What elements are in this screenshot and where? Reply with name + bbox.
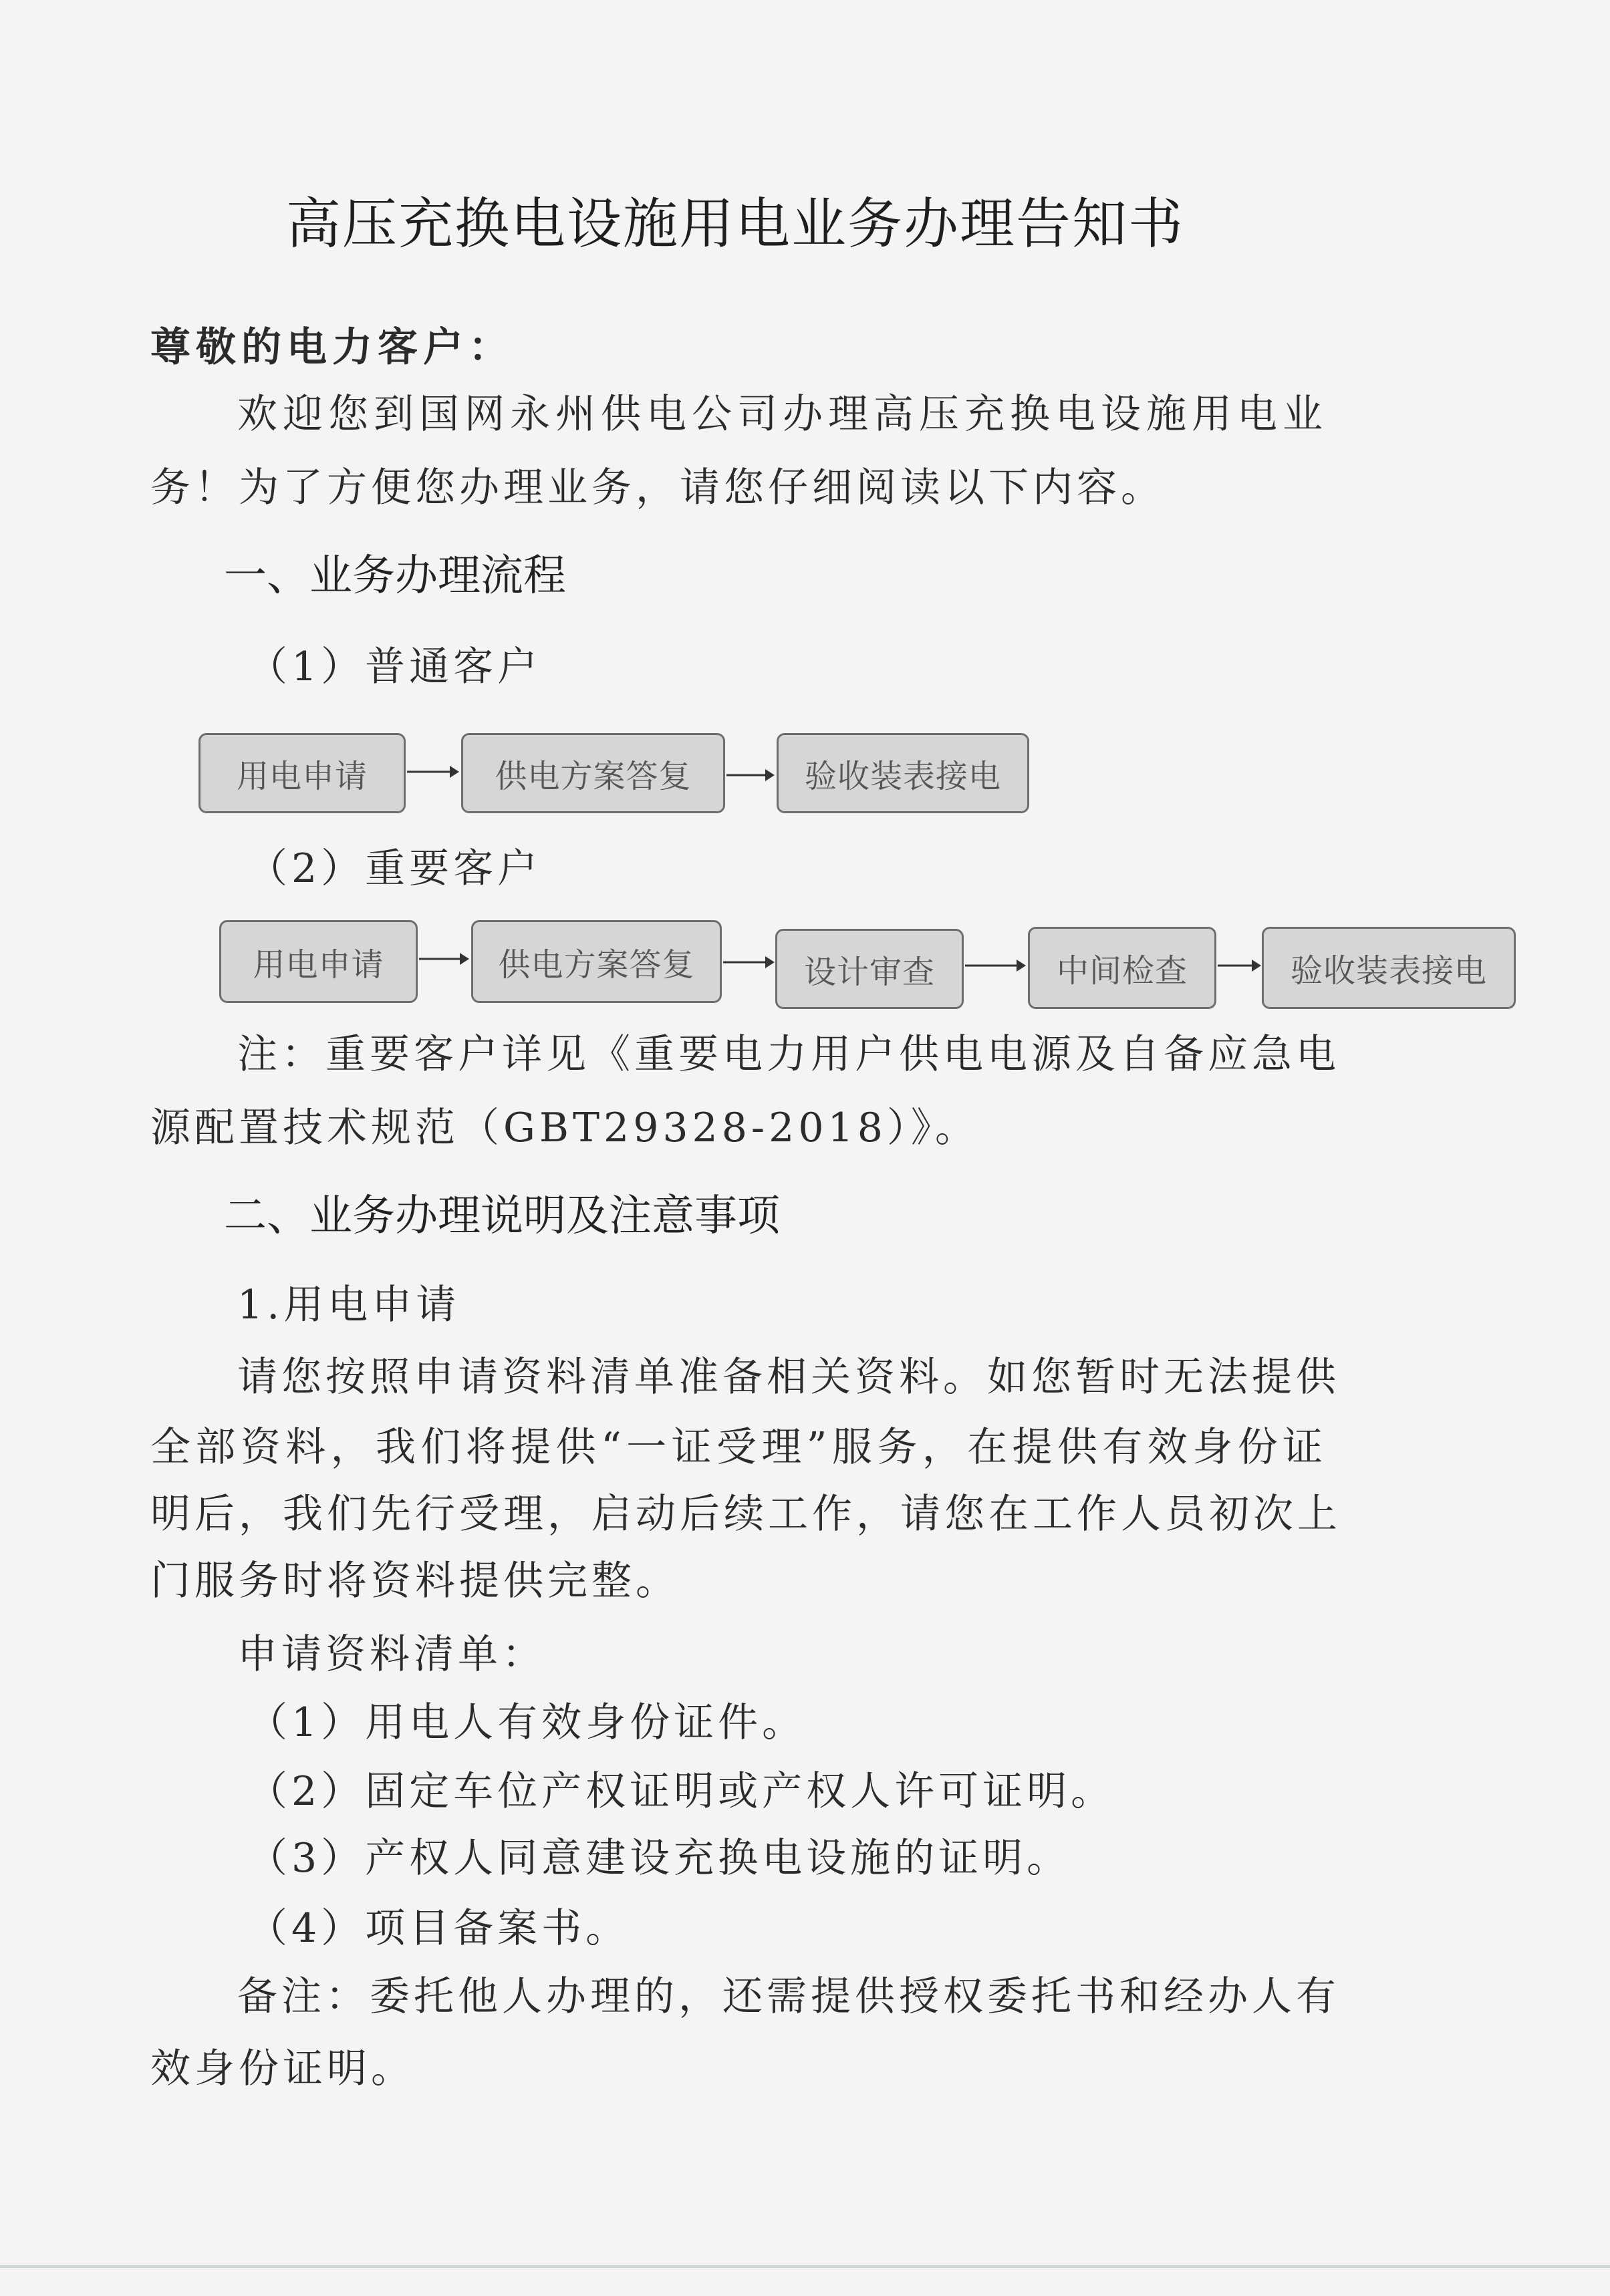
list-item-1: （1）用电人有效身份证件。 bbox=[247, 1699, 807, 1746]
important-customer-label: （2）重要客户 bbox=[247, 845, 542, 892]
greeting: 尊敬的电力客户： bbox=[150, 324, 514, 371]
flow-arrow-icon bbox=[722, 952, 777, 972]
flow-step-important-3: 设计审查 bbox=[775, 929, 964, 1009]
para-line-3: 明后，我们先行受理，启动后续工作，请您在工作人员初次上 bbox=[150, 1491, 1341, 1538]
para-line-4: 门服务时将资料提供完整。 bbox=[150, 1558, 680, 1604]
remark-line-1: 备注：委托他人办理的，还需提供授权委托书和经办人有 bbox=[237, 1973, 1340, 2020]
list-title: 申请资料清单： bbox=[237, 1631, 546, 1678]
para-line-1: 请您按照申请资料清单准备相关资料。如您暂时无法提供 bbox=[237, 1354, 1340, 1401]
flow-arrow-icon bbox=[418, 949, 471, 969]
note-line-1: 注：重要客户详见《重要电力用户供电电源及自备应急电 bbox=[237, 1031, 1340, 1078]
flow-step-important-5: 验收装表接电 bbox=[1262, 927, 1516, 1009]
flow-step-important-1: 用电申请 bbox=[219, 920, 418, 1003]
para-line-2: 全部资料，我们将提供“一证受理”服务，在提供有效身份证 bbox=[150, 1424, 1327, 1471]
flow-arrow-icon bbox=[964, 956, 1028, 976]
flow-arrow-icon bbox=[1216, 956, 1263, 976]
flow-arrow-icon bbox=[406, 762, 461, 782]
flow-step-normal-2: 供电方案答复 bbox=[461, 733, 725, 813]
flow-step-important-2: 供电方案答复 bbox=[471, 920, 722, 1003]
section2-heading: 二、业务办理说明及注意事项 bbox=[224, 1191, 780, 1241]
intro-line-2: 务！为了方便您办理业务，请您仔细阅读以下内容。 bbox=[150, 464, 1165, 511]
normal-customer-label: （1）普通客户 bbox=[247, 643, 542, 690]
section1-heading: 一、业务办理流程 bbox=[224, 551, 566, 601]
list-item-2: （2）固定车位产权证明或产权人许可证明。 bbox=[247, 1768, 1115, 1815]
flow-step-normal-3: 验收装表接电 bbox=[777, 733, 1029, 813]
document-title: 高压充换电设施用电业务办理告知书 bbox=[285, 192, 1184, 256]
subsection-1-title: 1.用电申请 bbox=[237, 1282, 460, 1328]
intro-line-1: 欢迎您到国网永州供电公司办理高压充换电设施用电业 bbox=[237, 391, 1327, 438]
flow-arrow-icon bbox=[725, 765, 777, 785]
note-line-2: 源配置技术规范（GBT29328-2018）》。 bbox=[150, 1105, 979, 1151]
list-item-3: （3）产权人同意建设充换电设施的证明。 bbox=[247, 1835, 1071, 1882]
page-bottom-divider bbox=[0, 2265, 1610, 2268]
remark-line-2: 效身份证明。 bbox=[150, 2045, 415, 2092]
flow-step-normal-1: 用电申请 bbox=[198, 733, 406, 813]
flow-step-important-4: 中间检查 bbox=[1028, 927, 1216, 1009]
list-item-4: （4）项目备案书。 bbox=[247, 1905, 630, 1952]
